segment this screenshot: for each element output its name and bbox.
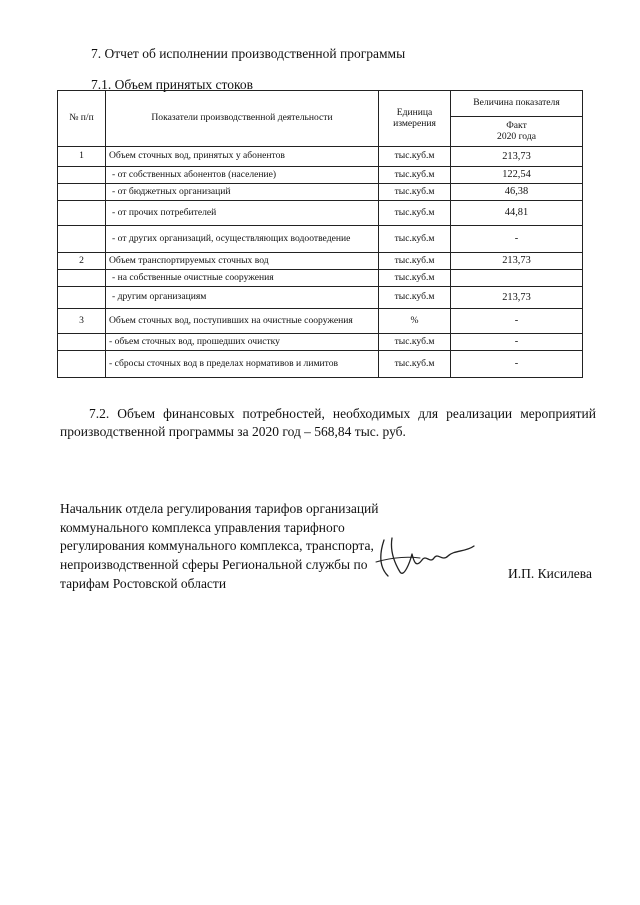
row-value: 44,81 [451, 201, 583, 226]
row-num [58, 201, 106, 226]
row-num [58, 270, 106, 287]
row-value: - [451, 351, 583, 378]
row-unit: тыс.куб.м [379, 270, 451, 287]
wastewater-table [57, 90, 583, 378]
row-unit: тыс.куб.м [379, 334, 451, 351]
row-value: - [451, 226, 583, 253]
signer-position: Начальник отдела регулирования тарифов организаций коммунального комплекса управления тарифного регулирования коммунального комплекса, транспорта, непроизводственной сферы Региональной службы по тарифам Ростовской области [60, 501, 379, 591]
header-num: № п/п [58, 91, 106, 147]
row-unit: тыс.куб.м [379, 253, 451, 270]
header-year-label: 2020 года [497, 130, 536, 142]
row-num [58, 351, 106, 378]
table-row [58, 309, 583, 334]
table-row [58, 253, 583, 270]
row-value: 213,73 [451, 253, 583, 270]
table-row [58, 184, 583, 201]
row-indicator: Объем сточных вод, принятых у абонентов [106, 147, 379, 167]
section-7-1-title: 7.1. Объем принятых стоков [91, 77, 253, 92]
section-7-title: 7. Отчет об исполнении производственной программы [91, 46, 406, 61]
row-num [58, 334, 106, 351]
table-row [58, 201, 583, 226]
table-row [58, 351, 583, 378]
table-row [58, 270, 583, 287]
row-indicator: - сбросы сточных вод в пределах нормативов и лимитов [106, 351, 379, 378]
row-value [451, 270, 583, 287]
row-num [58, 184, 106, 201]
row-unit: тыс.куб.м [379, 167, 451, 184]
row-unit: тыс.куб.м [379, 287, 451, 309]
table-row [58, 167, 583, 184]
table-row [58, 334, 583, 351]
row-num: 2 [58, 253, 106, 270]
row-value: 46,38 [451, 184, 583, 201]
row-indicator: - объем сточных вод, прошедших очистку [106, 334, 379, 351]
table-row [58, 226, 583, 253]
row-unit: тыс.куб.м [379, 147, 451, 167]
row-unit: тыс.куб.м [379, 226, 451, 253]
table-row [58, 287, 583, 309]
row-value: 213,73 [451, 147, 583, 167]
row-indicator: Объем транспортируемых сточных вод [106, 253, 379, 270]
header-unit: Единица измерения [379, 91, 451, 147]
row-indicator: Объем сточных вод, поступивших на очистные сооружения [106, 309, 379, 334]
header-value: Величина показателя [451, 91, 583, 117]
row-indicator: - от других организаций, осуществляющих водоотведение [106, 226, 379, 253]
row-num [58, 167, 106, 184]
row-value: 122,54 [451, 167, 583, 184]
row-num [58, 226, 106, 253]
signer-name: И.П. Кисилева [508, 566, 592, 581]
row-indicator: - от бюджетных организаций [106, 184, 379, 201]
header-fact-label: Факт [506, 119, 527, 131]
row-indicator: - от собственных абонентов (население) [106, 167, 379, 184]
row-num [58, 287, 106, 309]
row-unit: тыс.куб.м [379, 351, 451, 378]
row-value: - [451, 309, 583, 334]
row-value: 213,73 [451, 287, 583, 309]
row-unit: тыс.куб.м [379, 184, 451, 201]
row-indicator: - другим организациям [106, 287, 379, 309]
header-indicator: Показатели производственной деятельности [106, 91, 379, 147]
row-unit: % [379, 309, 451, 334]
table-row [58, 147, 583, 167]
row-num: 1 [58, 147, 106, 167]
row-value: - [451, 334, 583, 351]
handwritten-signature [370, 532, 480, 584]
row-indicator: - на собственные очистные сооружения [106, 270, 379, 287]
row-unit: тыс.куб.м [379, 201, 451, 226]
section-7-2-paragraph: 7.2. Объем финансовых потребностей, необходимых для реализации мероприятий производственной программы за 2020 год – 568,84 тыс. руб. [60, 406, 596, 440]
header-fact [451, 117, 583, 147]
row-indicator: - от прочих потребителей [106, 201, 379, 226]
row-num: 3 [58, 309, 106, 334]
